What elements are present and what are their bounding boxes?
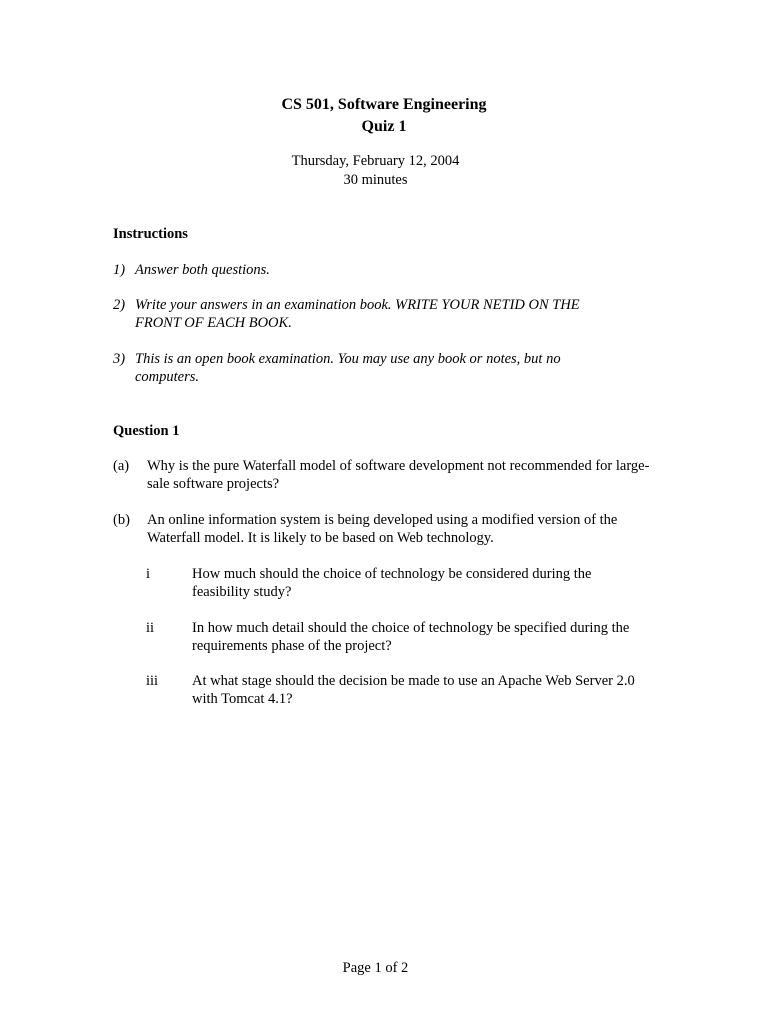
instruction-item-2 [113, 296, 653, 332]
page-number: Page 1 of 2 [342, 960, 409, 976]
subpart-i [146, 565, 646, 601]
subpart-text: At what stage should the decision be made to use an Apache Web Server 2.0 with Tomcat 4.1? [192, 673, 635, 707]
exam-date: Thursday, February 12, 2004 [291, 153, 460, 169]
instruction-item-1 [113, 261, 653, 279]
instruction-item-3 [113, 350, 653, 386]
subpart-label: iii [146, 673, 159, 689]
question-1-heading: Question 1 [113, 423, 180, 439]
part-label: (b) [113, 512, 130, 528]
subpart-text: In how much detail should the choice of technology be specified during the requirements phase of the project? [192, 620, 630, 654]
instruction-number: 1) [113, 262, 126, 278]
subpart-iii [146, 672, 646, 708]
subpart-ii [146, 619, 646, 655]
subpart-label: i [146, 566, 151, 582]
instruction-text: This is an open book examination. You may use any book or notes, but no [135, 351, 561, 367]
course-title: CS 501, Software Engineering [281, 96, 487, 113]
exam-duration: 30 minutes [343, 172, 408, 188]
instruction-text-continued: computers. [135, 369, 200, 385]
instruction-text: Answer both questions. [135, 262, 270, 278]
part-text: An online information system is being developed using a modified version of the Waterfall model. It is likely to be based on Web technology. [147, 512, 618, 546]
quiz-title: Quiz 1 [361, 118, 407, 135]
instruction-number: 3) [113, 351, 126, 367]
instruction-number: 2) [113, 297, 126, 313]
instruction-text: Write your answers in an examination book. WRITE YOUR NETID ON THE [135, 297, 580, 313]
subpart-text: How much should the choice of technology be considered during the feasibility study? [192, 566, 592, 600]
part-label: (a) [113, 458, 130, 474]
question-part-a [113, 457, 653, 493]
part-text: Why is the pure Waterfall model of software development not recommended for large-sale software projects? [147, 458, 650, 492]
question-part-b [113, 511, 653, 547]
instruction-text-continued: FRONT OF EACH BOOK. [135, 315, 292, 331]
instructions-heading: Instructions [113, 226, 188, 242]
subpart-label: ii [146, 620, 155, 636]
